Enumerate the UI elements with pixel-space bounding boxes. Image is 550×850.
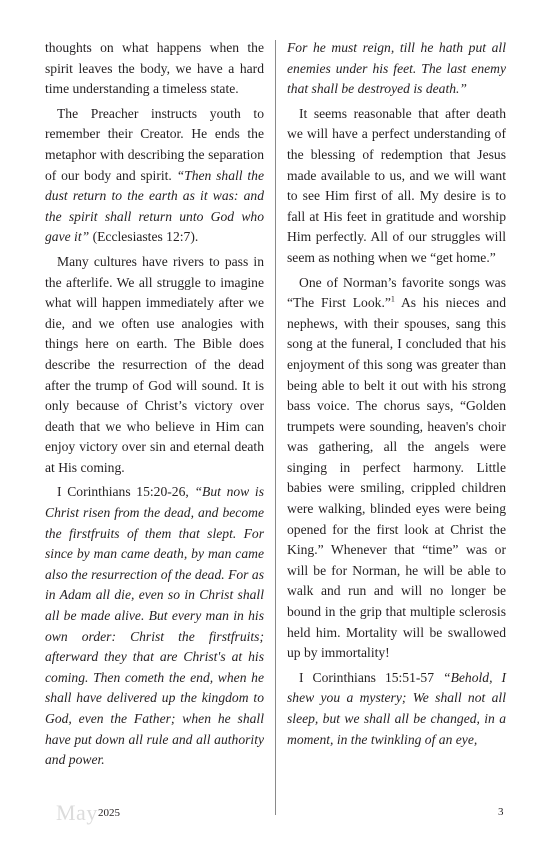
paragraph <box>45 104 264 248</box>
paragraph-text: The Preacher instructs youth to remember their Creator. He ends the metaphor with describing the separation of our body and spirit. <box>45 105 264 183</box>
column-divider <box>275 40 276 815</box>
paragraph-text: thoughts on what happens when the spirit leaves the body, we have a hard time understanding a timeless state. <box>45 40 264 97</box>
paragraph <box>45 482 264 770</box>
scripture-reference: (Ecclesiastes 12:7). <box>89 229 199 245</box>
footer-year: 2025 <box>98 807 120 819</box>
paragraph-text: It seems reasonable that after death we will have a perfect understanding of the blessing of redemption that Jesus made available to us, and we will want to see Him first of all. My desire is to fall at His feet in gratitude and worship Him perfectly. All of our struggles will seem as nothing when we “get home.” <box>287 105 506 265</box>
right-column <box>287 38 506 750</box>
paragraph-text: Many cultures have rivers to pass in the afterlife. We all struggle to imagine what will happen immediately after we die, and we often use analogies with things here on earth. The Bible does describe the resurrection of the dead after the trump of God will sound. It is only because of Christ’s victory over death that we who believe in Him can enjoy victory over sin and eternal death at His coming. <box>45 253 264 475</box>
paragraph <box>287 273 506 664</box>
page-number: 3 <box>498 806 504 818</box>
scripture-quote: For he must reign, till he hath put all enemies under his feet. The last enemy that shall be destroyed is death.” <box>287 40 506 97</box>
scripture-quote: “Behold, I shew you a mystery; We shall not all sleep, but we shall all be changed, in a moment, in the twinkling of an eye, <box>287 669 506 747</box>
paragraph <box>287 668 506 750</box>
scripture-reference: I Corinthians 15:51-57 <box>299 669 444 685</box>
scripture-reference: I Corinthians 15:20-26, <box>57 484 195 500</box>
footnote-marker: 1 <box>390 294 395 304</box>
paragraph <box>45 252 264 479</box>
paragraph <box>287 104 506 269</box>
paragraph <box>287 38 506 100</box>
paragraph-text: As his nieces and nephews, with their spouses, sang this song at the funeral, I concluded that his enjoyment of this song was greater than being able to belt it out with his strong bass voice. The chorus says, “Golden trumpets were sounding, heaven's choir was gathering, all the angels were singing in perfect harmony. Little babies were smiling, crippled children were walking, blinded eyes were being opened for the first look at Christ the King.” Whenever that “time” was or will be for Norman, he will be able to walk and run and will no longer be bound in the grip that multiple sclerosis held him. Mortality will be swallowed up by immortality! <box>287 295 507 661</box>
footer-month: May <box>56 800 98 825</box>
scripture-quote: “Then shall the dust return to the earth as it was: and the spirit shall return unto God who gave it” <box>45 167 264 245</box>
paragraph-text: One of Norman’s favorite songs was “The First Look.” <box>287 274 506 311</box>
left-column <box>45 38 264 771</box>
scripture-quote: “But now is Christ risen from the dead, and become the firstfruits of them that slept. For since by man came death, by man came also the resurrection of the dead. For as in Adam all die, even so in Christ shall all be made alive. But every man in his own order: Christ the firstfruits; afterward they that are Christ's at his coming. Then cometh the end, when he shall have delivered up the kingdom to God, even the Father; when he shall have put down all rule and all authority and power. <box>45 484 264 768</box>
paragraph <box>45 38 264 100</box>
